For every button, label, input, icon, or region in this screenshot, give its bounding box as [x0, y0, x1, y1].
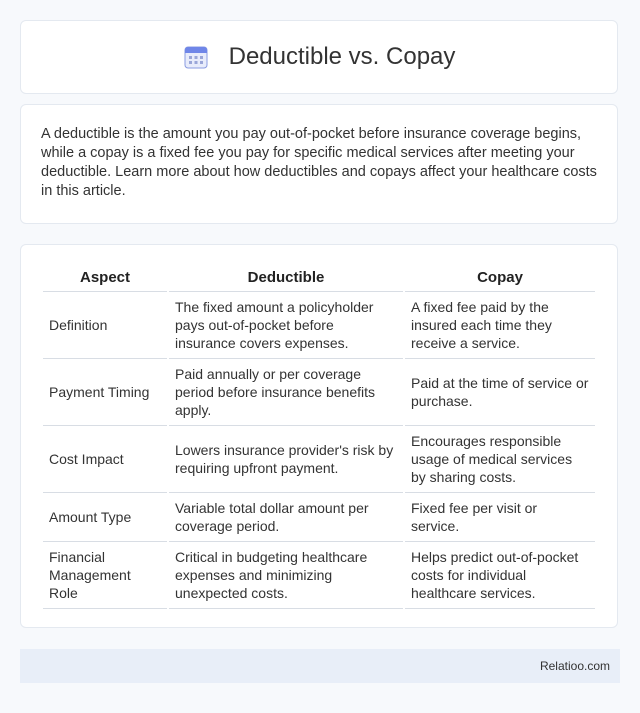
row-deductible: Critical in budgeting healthcare expenses and minimizing unexpected costs.: [169, 542, 403, 609]
row-deductible: The fixed amount a policyholder pays out-of-pocket before insurance covers expenses.: [169, 292, 403, 359]
row-copay: Fixed fee per visit or service.: [405, 493, 595, 542]
table-row: [43, 542, 595, 609]
title-card: [20, 20, 618, 94]
page-title: Deductible vs. Copay: [228, 43, 456, 70]
row-aspect: Amount Type: [43, 493, 167, 542]
footer-brand[interactable]: Relatioo.com: [539, 659, 610, 673]
table-row: [43, 426, 595, 493]
intro-text: A deductible is the amount you pay out-of-pocket before insurance coverage begins, while a copay is a fixed fee you pay for specific medical services after meeting your deductible. Learn more about how deductibles and copays affect your healthcare costs in this article.: [41, 126, 597, 199]
row-copay: Encourages responsible usage of medical services by sharing costs.: [405, 426, 595, 493]
row-aspect: Financial Management Role: [43, 542, 167, 609]
row-deductible: Variable total dollar amount per coverage period.: [169, 493, 403, 542]
calendar-icon: [183, 44, 209, 70]
row-deductible: Paid annually or per coverage period before insurance benefits apply.: [169, 359, 403, 426]
row-copay: Paid at the time of service or purchase.: [405, 359, 595, 426]
row-copay: A fixed fee paid by the insured each time they receive a service.: [405, 292, 595, 359]
table-row: [43, 493, 595, 542]
table-header-row: [43, 265, 595, 292]
table-row: [43, 359, 595, 426]
table-row: [43, 292, 595, 359]
header-deductible: Deductible: [169, 265, 403, 292]
row-aspect: Cost Impact: [43, 426, 167, 493]
footer: [20, 649, 620, 683]
row-deductible: Lowers insurance provider's risk by requiring upfront payment.: [169, 426, 403, 493]
row-aspect: Payment Timing: [43, 359, 167, 426]
intro-card: [20, 104, 618, 224]
header-aspect: Aspect: [43, 265, 167, 292]
row-copay: Helps predict out-of-pocket costs for individual healthcare services.: [405, 542, 595, 609]
comparison-table: [41, 265, 597, 609]
header-copay: Copay: [405, 265, 595, 292]
row-aspect: Definition: [43, 292, 167, 359]
comparison-card: [20, 244, 618, 628]
